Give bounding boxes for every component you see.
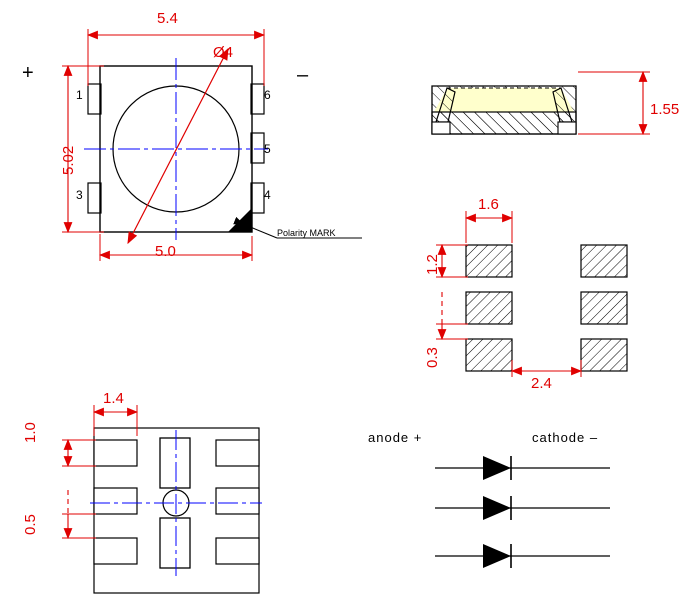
polarity-mark-label: Polarity MARK	[277, 228, 336, 238]
top-view-geometry	[62, 29, 362, 261]
dim-body-width: 5.0	[155, 243, 176, 260]
dim-bottom-pad-height: 1.0	[22, 422, 39, 443]
dim-overall-height: 5.02	[60, 145, 77, 175]
anode-terminal-label: anode +	[368, 430, 423, 445]
pin-label-6: 6	[264, 88, 271, 102]
dim-lens-diameter: Ø4	[213, 44, 234, 61]
pad-layout-geometry	[436, 211, 627, 377]
cathode-terminal-label: cathode –	[532, 430, 599, 445]
pin-label-3: 3	[76, 188, 83, 202]
dim-side-height: 1.55	[650, 101, 680, 118]
dim-pad-width: 1.6	[478, 196, 499, 213]
dim-pad-pitch: 2.4	[531, 375, 552, 392]
pin-label-5: 5	[264, 142, 271, 156]
dim-bottom-pad-width: 1.4	[103, 390, 124, 407]
cathode-sign: –	[297, 64, 309, 86]
dim-overall-width: 5.4	[157, 10, 178, 27]
circuit-geometry	[435, 456, 610, 568]
bottom-view-geometry	[62, 405, 262, 593]
pin-label-1: 1	[76, 88, 83, 102]
dim-bottom-pad-gap: 0.5	[22, 514, 39, 535]
dim-pad-gap: 0.3	[424, 347, 441, 368]
anode-sign: +	[22, 62, 34, 84]
pin-label-4: 4	[264, 188, 271, 202]
side-view-geometry	[432, 72, 650, 134]
dim-pad-height: 1.2	[424, 254, 441, 275]
